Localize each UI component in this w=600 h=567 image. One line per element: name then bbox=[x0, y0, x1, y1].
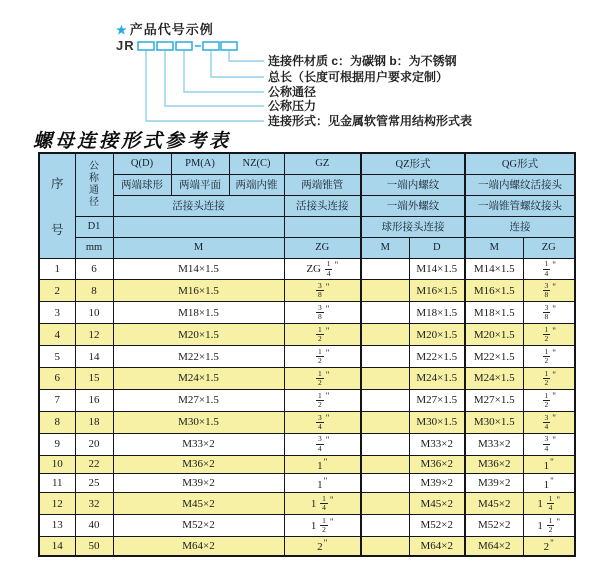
header-endtype-nzc: 两端内锥 bbox=[229, 174, 284, 195]
cell-dn: 25 bbox=[75, 474, 113, 493]
cell-qz-m bbox=[361, 324, 409, 346]
cell-qz-d: M16×1.5 bbox=[409, 280, 465, 302]
cell-dn: 15 bbox=[75, 367, 113, 389]
code-box-3 bbox=[176, 42, 192, 50]
cell-seq: 2 bbox=[39, 280, 75, 302]
header-code-gz: GZ bbox=[284, 153, 361, 174]
cell-seq: 13 bbox=[39, 515, 75, 537]
cell-gz: $\frac{3}{4}$ " bbox=[284, 433, 361, 455]
cell-gz: $\frac{1}{2}$ " bbox=[284, 346, 361, 368]
header-joint-qg: 一端锥管螺纹接头 bbox=[465, 195, 575, 216]
cell-dn: 14 bbox=[75, 346, 113, 368]
cell-gz: $\frac{3}{8}$ " bbox=[284, 280, 361, 302]
cell-dn: 50 bbox=[75, 536, 113, 556]
cell-m: M33×2 bbox=[113, 433, 284, 455]
cell-qg-m: M52×2 bbox=[465, 515, 523, 537]
cell-dn: 12 bbox=[75, 324, 113, 346]
header-conn-qz: 球形接头连接 bbox=[361, 216, 465, 237]
cell-qg-m: M45×2 bbox=[465, 493, 523, 515]
cell-m: M64×2 bbox=[113, 536, 284, 556]
table-row bbox=[39, 455, 575, 474]
cell-qg-zg: $\frac{3}{4}$ " bbox=[523, 411, 575, 433]
cell-gz: $\frac{1}{2}$ " bbox=[284, 324, 361, 346]
cell-qg-m: M39×2 bbox=[465, 474, 523, 493]
cell-qg-zg: $\frac{1}{2}$ " bbox=[523, 346, 575, 368]
cell-qg-zg: 1 $\frac{1}{4}$ " bbox=[523, 493, 575, 515]
header-joint-qz: 一端外螺纹 bbox=[361, 195, 465, 216]
cell-seq: 3 bbox=[39, 302, 75, 324]
cell-m: M16×1.5 bbox=[113, 280, 284, 302]
cell-dn: 16 bbox=[75, 389, 113, 411]
header-endtype-qd: 两端球形 bbox=[113, 174, 171, 195]
header-code-qd: Q(D) bbox=[113, 153, 171, 174]
code-box-2 bbox=[157, 42, 173, 50]
cell-dn: 10 bbox=[75, 302, 113, 324]
cell-m: M24×1.5 bbox=[113, 367, 284, 389]
cell-qz-d: M18×1.5 bbox=[409, 302, 465, 324]
cell-seq: 12 bbox=[39, 493, 75, 515]
cell-dn: 40 bbox=[75, 515, 113, 537]
cell-qg-zg: $\frac{1}{4}$ " bbox=[523, 258, 575, 280]
table-row bbox=[39, 536, 575, 556]
cell-m: M45×2 bbox=[113, 493, 284, 515]
cell-dn: 8 bbox=[75, 280, 113, 302]
cell-dn: 20 bbox=[75, 433, 113, 455]
cell-qz-m bbox=[361, 411, 409, 433]
cell-seq: 7 bbox=[39, 389, 75, 411]
header-thread-zg: ZG bbox=[284, 237, 361, 258]
cell-gz: 1 $\frac{1}{2}$ " bbox=[284, 515, 361, 537]
cell-qg-m: M27×1.5 bbox=[465, 389, 523, 411]
header-code-pma: PM(A) bbox=[171, 153, 229, 174]
cell-qz-m bbox=[361, 367, 409, 389]
cell-gz: 1" bbox=[284, 455, 361, 474]
cell-qz-d: M36×2 bbox=[409, 455, 465, 474]
header-thread-qz-m: M bbox=[361, 237, 409, 258]
table-row bbox=[39, 302, 575, 324]
cell-gz: $\frac{1}{2}$ " bbox=[284, 389, 361, 411]
cell-qg-m: M16×1.5 bbox=[465, 280, 523, 302]
cell-qz-m bbox=[361, 280, 409, 302]
cell-qg-zg: $\frac{1}{2}$ " bbox=[523, 389, 575, 411]
table-title: 螺母连接形式参考表 bbox=[33, 131, 232, 152]
header-endtype-qz: 一端内螺纹 bbox=[361, 174, 465, 195]
header-dn: 公 称 通 径 bbox=[75, 153, 113, 216]
header-empty-gz bbox=[284, 216, 361, 237]
cell-seq: 1 bbox=[39, 258, 75, 280]
header-d1: D1 bbox=[75, 216, 113, 237]
cell-seq: 5 bbox=[39, 346, 75, 368]
table-row bbox=[39, 433, 575, 455]
cell-seq: 14 bbox=[39, 536, 75, 556]
header-thread-qg-m: M bbox=[465, 237, 523, 258]
header-endtype-qg: 一端内螺纹活接头 bbox=[465, 174, 575, 195]
cell-qg-zg: 1" bbox=[523, 455, 575, 474]
cell-qg-m: M14×1.5 bbox=[465, 258, 523, 280]
cell-m: M20×1.5 bbox=[113, 324, 284, 346]
cell-qg-m: M64×2 bbox=[465, 536, 523, 556]
cell-qz-d: M14×1.5 bbox=[409, 258, 465, 280]
cell-qz-m bbox=[361, 433, 409, 455]
cell-qg-m: M36×2 bbox=[465, 455, 523, 474]
cell-m: M39×2 bbox=[113, 474, 284, 493]
header-unit: mm bbox=[75, 237, 113, 258]
table-row bbox=[39, 367, 575, 389]
cell-qg-zg: $\frac{1}{2}$ " bbox=[523, 367, 575, 389]
cell-gz: 2" bbox=[284, 536, 361, 556]
header-endtype-pma: 两端平面 bbox=[171, 174, 229, 195]
cell-qz-d: M20×1.5 bbox=[409, 324, 465, 346]
code-label-5: 连接形式：见金属软管常用结构形式表 bbox=[268, 114, 473, 128]
cell-qg-zg: 1" bbox=[523, 474, 575, 493]
cell-qz-d: M52×2 bbox=[409, 515, 465, 537]
cell-qz-d: M64×2 bbox=[409, 536, 465, 556]
cell-qz-d: M39×2 bbox=[409, 474, 465, 493]
cell-qz-d: M30×1.5 bbox=[409, 411, 465, 433]
cell-m: M22×1.5 bbox=[113, 346, 284, 368]
cell-qz-m bbox=[361, 474, 409, 493]
cell-qg-zg: $\frac{1}{2}$ " bbox=[523, 324, 575, 346]
header-joint-gz: 活接头连接 bbox=[284, 195, 361, 216]
cell-dn: 6 bbox=[75, 258, 113, 280]
cell-gz: $\frac{3}{8}$ " bbox=[284, 302, 361, 324]
table-row bbox=[39, 411, 575, 433]
header-empty-qpn bbox=[113, 216, 284, 237]
table-row bbox=[39, 258, 575, 280]
cell-qz-m bbox=[361, 515, 409, 537]
nut-connection-table bbox=[38, 152, 576, 557]
diagram-title-text: 产品代号示例 bbox=[129, 22, 214, 37]
code-box-5 bbox=[221, 42, 237, 50]
cell-m: M18×1.5 bbox=[113, 302, 284, 324]
cell-qg-zg: 2" bbox=[523, 536, 575, 556]
cell-qg-zg: $\frac{3}{8}$ " bbox=[523, 280, 575, 302]
cell-qz-d: M33×2 bbox=[409, 433, 465, 455]
table-row bbox=[39, 346, 575, 368]
cell-qg-zg: $\frac{3}{4}$ " bbox=[523, 433, 575, 455]
cell-qz-m bbox=[361, 536, 409, 556]
cell-qg-m: M20×1.5 bbox=[465, 324, 523, 346]
table-row bbox=[39, 324, 575, 346]
cell-seq: 11 bbox=[39, 474, 75, 493]
cell-dn: 18 bbox=[75, 411, 113, 433]
header-conn-qg: 连接 bbox=[465, 216, 575, 237]
cell-qz-d: M45×2 bbox=[409, 493, 465, 515]
cell-gz: 1 $\frac{1}{4}$ " bbox=[284, 493, 361, 515]
cell-qg-m: M24×1.5 bbox=[465, 367, 523, 389]
cell-seq: 6 bbox=[39, 367, 75, 389]
diagram-title bbox=[116, 19, 214, 38]
header-endtype-gz: 两端锥管 bbox=[284, 174, 361, 195]
cell-qg-m: M30×1.5 bbox=[465, 411, 523, 433]
header-seq: 序 号 bbox=[39, 153, 75, 258]
code-prefix: JR bbox=[116, 38, 135, 53]
header-thread-m: M bbox=[113, 237, 284, 258]
code-label-4: 公称压力 bbox=[268, 99, 317, 113]
cell-qz-m bbox=[361, 346, 409, 368]
cell-qg-m: M33×2 bbox=[465, 433, 523, 455]
code-label-2: 总长（长度可根据用户要求定制） bbox=[268, 70, 449, 84]
cell-gz: 1" bbox=[284, 474, 361, 493]
cell-qg-m: M18×1.5 bbox=[465, 302, 523, 324]
header-joint-qpn: 活接头连接 bbox=[113, 195, 284, 216]
star-icon: ★ bbox=[116, 23, 128, 37]
cell-dn: 22 bbox=[75, 455, 113, 474]
cell-qg-m: M22×1.5 bbox=[465, 346, 523, 368]
table-row bbox=[39, 493, 575, 515]
header-thread-qz-d: D bbox=[409, 237, 465, 258]
cell-qz-m bbox=[361, 493, 409, 515]
cell-qz-m bbox=[361, 258, 409, 280]
cell-m: M36×2 bbox=[113, 455, 284, 474]
cell-gz: ZG $\frac{1}{4}$ " bbox=[284, 258, 361, 280]
cell-qz-d: M22×1.5 bbox=[409, 346, 465, 368]
cell-m: M52×2 bbox=[113, 515, 284, 537]
cell-m: M30×1.5 bbox=[113, 411, 284, 433]
header-code-nzc: NZ(C) bbox=[229, 153, 284, 174]
cell-qz-m bbox=[361, 455, 409, 474]
code-label-3: 公称通径 bbox=[268, 85, 317, 99]
cell-qg-zg: 1 $\frac{1}{2}$ " bbox=[523, 515, 575, 537]
cell-m: M27×1.5 bbox=[113, 389, 284, 411]
header-thread-qg-zg: ZG bbox=[523, 237, 575, 258]
cell-seq: 10 bbox=[39, 455, 75, 474]
table-row bbox=[39, 474, 575, 493]
header-code-qz: QZ形式 bbox=[361, 153, 465, 174]
table-row bbox=[39, 389, 575, 411]
cell-gz: $\frac{3}{4}$ " bbox=[284, 411, 361, 433]
cell-m: M14×1.5 bbox=[113, 258, 284, 280]
code-box-1 bbox=[138, 42, 154, 50]
cell-seq: 9 bbox=[39, 433, 75, 455]
cell-qz-d: M27×1.5 bbox=[409, 389, 465, 411]
cell-qz-d: M24×1.5 bbox=[409, 367, 465, 389]
cell-dn: 32 bbox=[75, 493, 113, 515]
cell-seq: 4 bbox=[39, 324, 75, 346]
table-row bbox=[39, 280, 575, 302]
code-box-4 bbox=[203, 42, 219, 50]
cell-gz: $\frac{1}{2}$ " bbox=[284, 367, 361, 389]
cell-qz-m bbox=[361, 302, 409, 324]
cell-seq: 8 bbox=[39, 411, 75, 433]
cell-qz-m bbox=[361, 389, 409, 411]
table-row bbox=[39, 515, 575, 537]
code-label-1: 连接件材质 c：为碳钢 b：为不锈钢 bbox=[268, 54, 457, 68]
header-code-qg: QG形式 bbox=[465, 153, 575, 174]
cell-qg-zg: $\frac{3}{8}$ " bbox=[523, 302, 575, 324]
